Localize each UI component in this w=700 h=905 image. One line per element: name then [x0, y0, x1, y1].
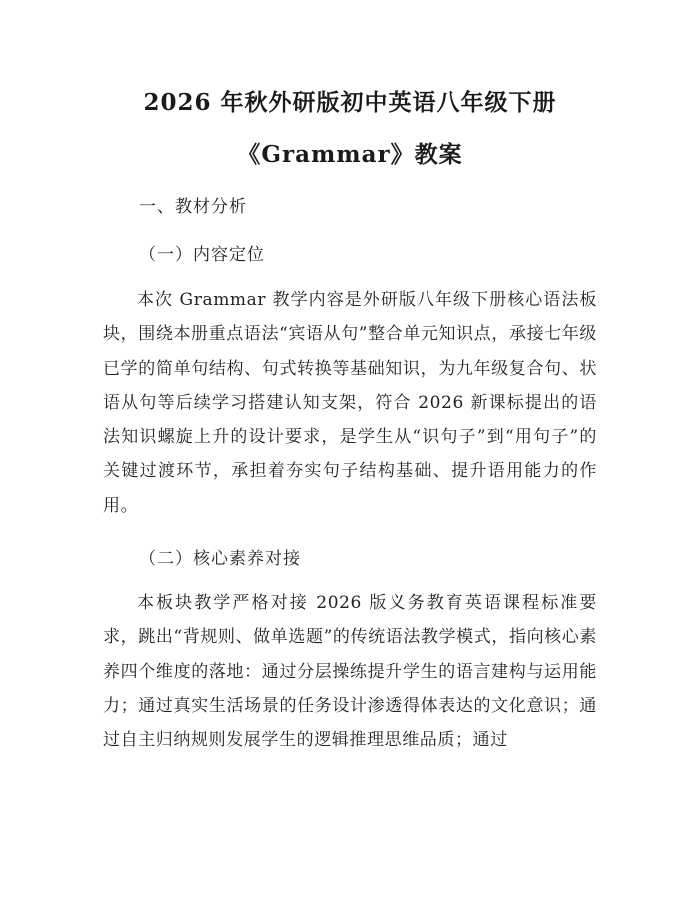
- paragraph-core-literacy: 本板块教学严格对接 2026 版义务教育英语课程标准要求，跳出“背规则、做单选题”的传统语法教学模式，指向核心素养四个维度的落地：通过分层操练提升学生的语言建构与运用能力；通过真实生活场景的任务设计渗透得体表达的文化意识；通过自主归纳规则发展学生的逻辑推理思维品质；通过: [103, 593, 597, 751]
- document-title-line-2: 《Grammar》教案: [237, 141, 463, 168]
- section-heading-textbook-analysis: 一、教材分析: [139, 197, 247, 217]
- document-title-line-1: 2026 年秋外研版初中英语八年级下册: [143, 89, 557, 116]
- paragraph-content-positioning: 本次 Grammar 教学内容是外研版八年级下册核心语法板块，围绕本册重点语法“宾语从句”整合单元知识点，承接七年级已学的简单句结构、句式转换等基础知识，为九年级复合句、状语从句等后续学习搭建认知支架，符合 2026 新课标提出的语法知识螺旋上升的设计要求，是学生从“识句子”到“用句子”的关键过渡环节，承担着夯实句子结构基础、提升语用能力的作用。: [103, 290, 597, 516]
- subsection-heading-core-literacy: （二）核心素养对接: [139, 549, 301, 569]
- subsection-heading-content-positioning: （一）内容定位: [139, 245, 265, 265]
